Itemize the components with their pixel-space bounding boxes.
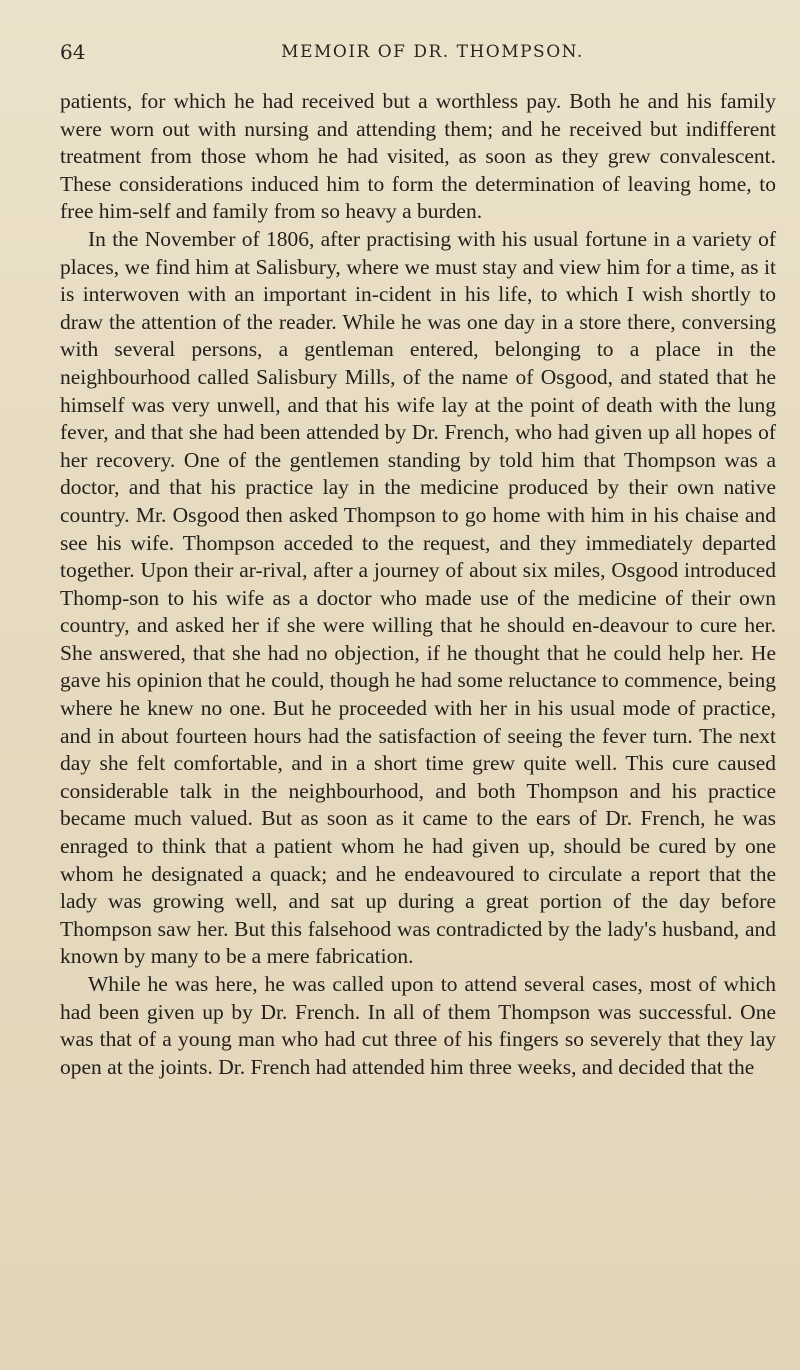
page-header — [60, 40, 775, 70]
body-text — [60, 88, 776, 1081]
paragraph: While he was here, he was called upon to attend several cases, most of which had been given up by Dr. French. In all of them Thompson was successful. One was that of a young man who had cut three of his fingers so severely that they lay open at the joints. Dr. French had attended him three weeks, and decided that the — [60, 972, 776, 1079]
paragraph: patients, for which he had received but a worthless pay. Both he and his family were worn out with nursing and attending them; and he received but indifferent treatment from those whom he had visited, as soon as they grew convalescent. These considerations induced him to form the determination of leaving home, to free him-self and family from so heavy a burden. — [60, 89, 776, 224]
paragraph: In the November of 1806, after practising with his usual fortune in a variety of places, we find him at Salisbury, where we must stay and view him for a time, as it is interwoven with an important in-cident in his life, to which I wish shortly to draw the attention of the reader. While he was one day in a store there, conversing with several persons, a gentleman entered, belonging to a place in the neighbourhood called Salisbury Mills, of the name of Osgood, and stated that he himself was very unwell, and that his wife lay at the point of death with the lung fever, and that she had been attended by Dr. French, who had given up all hopes of her recovery. One of the gentlemen standing by told him that Thompson was a doctor, and that his practice lay in the medicine produced by their own native country. Mr. Osgood then asked Thompson to go home with him in his chaise and see his wife. Thompson acceded to the request, and they immediately departed together. Upon their ar-rival, after a journey of about six miles, Osgood introduced Thomp-son to his wife as a doctor who made use of the medicine of their own country, and asked her if she were willing that he should en-deavour to cure her. She answered, that she had no objection, if he thought that he could help her. He gave his opinion that he could, though he had some reluctance to commence, being where he knew no one. But he proceeded with her in his usual mode of practice, and in about fourteen hours had the satisfaction of seeing the fever turn. The next day she felt comfortable, and in a short time grew quite well. This cure caused considerable talk in the neighbourhood, and both Thompson and his practice became much valued. But as soon as it came to the ears of Dr. French, he was enraged to think that a patient whom he had given up, should be cured by one whom he designated a quack; and he endeavoured to circulate a report that the lady was growing well, and sat up during a great portion of the day before Thompson saw her. But this falsehood was contradicted by the lady's husband, and known by many to be a mere fabrication. — [60, 226, 776, 969]
page-number: 64 — [60, 40, 86, 64]
running-head: MEMOIR OF DR. THOMPSON. — [281, 42, 584, 62]
